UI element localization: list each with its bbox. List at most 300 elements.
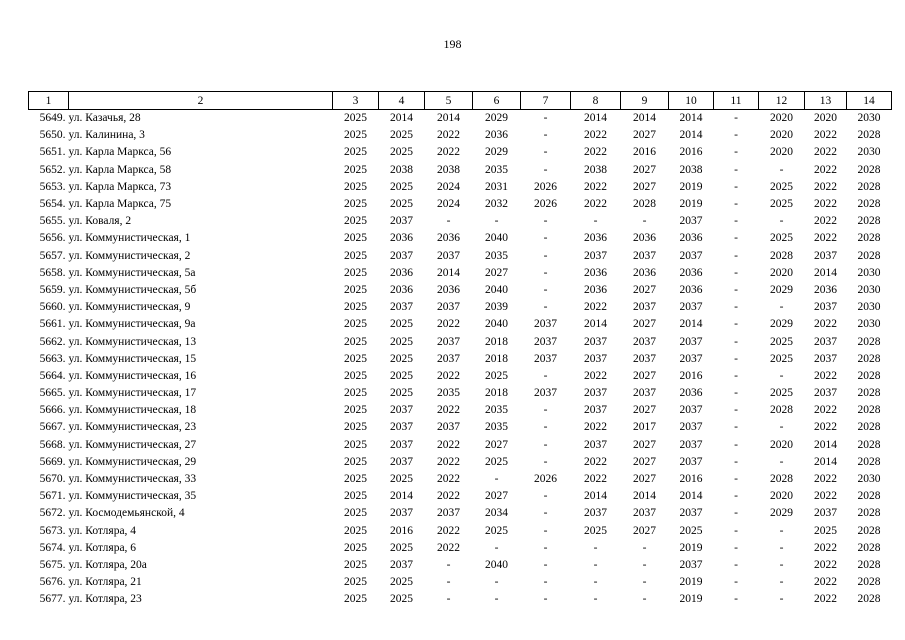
row-number-cell: 5653. (39, 180, 66, 193)
year-cell: - (779, 593, 784, 606)
year-cell: 2037 (584, 249, 607, 262)
address-cell: ул. Коммунистическая, 33 (68, 473, 197, 486)
year-cell: 2020 (770, 129, 793, 142)
table-row (29, 505, 892, 522)
year-cell: - (734, 404, 738, 417)
year-cell: - (446, 593, 451, 606)
year-cell: 2022 (814, 404, 837, 417)
year-cell: 2019 (679, 593, 703, 606)
year-cell: 2020 (770, 266, 793, 279)
row-number-cell: 5664. (39, 369, 66, 382)
year-cell: - (446, 576, 451, 589)
table-row (29, 144, 892, 161)
year-cell: 2037 (679, 421, 703, 434)
year-cell: 2028 (770, 473, 793, 486)
address-cell: ул. Коммунистическая, 1 (68, 232, 191, 245)
column-header: 4 (379, 92, 425, 110)
column-header: 3 (333, 92, 379, 110)
year-cell: 2025 (344, 524, 367, 537)
year-cell: 2025 (390, 129, 413, 142)
year-cell: 2025 (344, 249, 367, 262)
table-row (29, 248, 892, 265)
year-cell: - (543, 576, 548, 589)
year-cell: 2037 (679, 455, 703, 468)
year-cell: - (734, 438, 738, 451)
year-cell: - (642, 576, 647, 589)
year-cell: 2037 (390, 249, 413, 262)
year-cell: - (543, 593, 548, 606)
address-cell: ул. Коммунистическая, 27 (68, 438, 197, 451)
year-cell: 2025 (390, 335, 413, 348)
year-cell: 2034 (485, 507, 508, 520)
year-cell: 2022 (437, 524, 460, 537)
address-cell: ул. Коммунистическая, 5а (68, 266, 196, 279)
year-cell: - (543, 558, 548, 571)
year-cell: 2024 (437, 198, 460, 211)
year-cell: - (593, 215, 598, 228)
year-cell: 2040 (485, 318, 508, 331)
year-cell: 2028 (857, 558, 881, 571)
year-cell: 2022 (584, 301, 607, 314)
year-cell: - (779, 576, 784, 589)
year-cell: 2037 (390, 438, 413, 451)
year-cell: 2028 (857, 198, 881, 211)
year-cell: 2040 (485, 558, 508, 571)
year-cell: 2022 (814, 163, 837, 176)
year-cell: 2016 (390, 524, 413, 537)
year-cell: 2025 (814, 524, 837, 537)
year-cell: 2028 (770, 404, 793, 417)
table-body (29, 110, 892, 609)
year-cell: 2025 (770, 387, 793, 400)
year-cell: 2037 (814, 387, 837, 400)
year-cell: 2037 (814, 249, 837, 262)
year-cell: - (734, 455, 738, 468)
year-cell: - (494, 576, 499, 589)
year-cell: 2036 (390, 266, 413, 279)
year-cell: 2025 (344, 112, 367, 125)
table-row (29, 351, 892, 368)
year-cell: - (734, 541, 738, 554)
address-cell: ул. Коммунистическая, 15 (68, 352, 197, 365)
address-cell: ул. Карла Маркса, 58 (68, 163, 172, 176)
year-cell: 2028 (857, 352, 881, 365)
year-cell: 2014 (437, 112, 460, 125)
year-cell: - (734, 266, 738, 279)
year-cell: - (734, 576, 738, 589)
year-cell: - (779, 541, 784, 554)
year-cell: 2025 (679, 524, 703, 537)
year-cell: 2022 (814, 318, 837, 331)
year-cell: 2022 (437, 369, 460, 382)
year-cell: 2022 (814, 129, 837, 142)
year-cell: 2019 (679, 180, 703, 193)
year-cell: 2025 (344, 198, 367, 211)
year-cell: 2036 (584, 266, 607, 279)
year-cell: 2025 (770, 352, 793, 365)
year-cell: 2025 (344, 369, 367, 382)
year-cell: 2022 (437, 490, 460, 503)
address-cell: ул. Коммунистическая, 35 (68, 490, 197, 503)
year-cell: 2026 (534, 198, 557, 211)
table-row (29, 471, 892, 488)
address-cell: ул. Коммунистическая, 13 (68, 335, 197, 348)
table-row (29, 402, 892, 419)
year-cell: 2020 (770, 112, 793, 125)
year-cell: 2022 (584, 421, 607, 434)
row-number-cell: 5674. (39, 541, 66, 554)
year-cell: 2028 (857, 576, 881, 589)
year-cell: 2025 (344, 490, 367, 503)
year-cell: 2014 (814, 438, 837, 451)
year-cell: - (543, 438, 548, 451)
address-cell: ул. Карла Маркса, 73 (68, 180, 172, 193)
year-cell: 2037 (814, 352, 837, 365)
year-cell: 2020 (770, 146, 793, 159)
address-cell: ул. Казачья, 28 (68, 112, 141, 125)
column-header: 6 (473, 92, 521, 110)
year-cell: 2026 (534, 473, 557, 486)
year-cell: - (543, 541, 548, 554)
year-cell: - (734, 180, 738, 193)
year-cell: - (446, 558, 451, 571)
year-cell: 2032 (485, 198, 508, 211)
table-row (29, 282, 892, 299)
year-cell: 2036 (584, 283, 607, 296)
year-cell: 2030 (857, 266, 881, 279)
year-cell: 2037 (584, 438, 607, 451)
year-cell: 2022 (437, 129, 460, 142)
year-cell: 2025 (344, 146, 367, 159)
address-cell: ул. Котляра, 23 (68, 593, 142, 606)
table-row (29, 437, 892, 454)
year-cell: 2022 (437, 404, 460, 417)
year-cell: 2037 (633, 335, 656, 348)
year-cell: 2022 (437, 455, 460, 468)
year-cell: 2027 (633, 404, 656, 417)
year-cell: - (543, 112, 548, 125)
year-cell: 2027 (485, 490, 508, 503)
table-row (29, 523, 892, 540)
header-row (29, 92, 892, 110)
year-cell: - (734, 301, 738, 314)
year-cell: 2028 (857, 215, 881, 228)
year-cell: 2028 (633, 198, 656, 211)
year-cell: 2025 (344, 215, 367, 228)
year-cell: 2022 (584, 129, 607, 142)
year-cell: 2016 (633, 146, 656, 159)
year-cell: 2014 (679, 318, 703, 331)
table-row (29, 110, 892, 128)
year-cell: 2016 (679, 146, 703, 159)
year-cell: 2016 (679, 369, 703, 382)
address-cell: ул. Коммунистическая, 18 (68, 404, 197, 417)
year-cell: 2027 (633, 283, 656, 296)
year-cell: 2037 (534, 352, 557, 365)
year-cell: 2036 (437, 283, 460, 296)
year-cell: 2028 (857, 507, 881, 520)
column-header: 10 (669, 92, 714, 110)
row-number-cell: 5660. (39, 301, 66, 314)
year-cell: - (734, 249, 738, 262)
row-number-cell: 5662. (39, 335, 66, 348)
year-cell: 2037 (534, 318, 557, 331)
year-cell: - (779, 558, 784, 571)
year-cell: 2025 (344, 473, 367, 486)
year-cell: 2022 (584, 198, 607, 211)
year-cell: 2037 (390, 455, 413, 468)
year-cell: 2037 (814, 301, 837, 314)
year-cell: 2036 (390, 283, 413, 296)
year-cell: 2036 (485, 129, 508, 142)
year-cell: 2035 (485, 163, 508, 176)
year-cell: - (734, 198, 738, 211)
year-cell: 2036 (679, 232, 703, 245)
year-cell: - (779, 455, 784, 468)
year-cell: 2025 (390, 180, 413, 193)
row-number-cell: 5670. (39, 473, 66, 486)
year-cell: 2037 (814, 335, 837, 348)
year-cell: 2018 (485, 387, 508, 400)
year-cell: - (543, 215, 548, 228)
table-row (29, 127, 892, 144)
year-cell: 2037 (584, 352, 607, 365)
year-cell: 2030 (857, 473, 881, 486)
year-cell: 2037 (679, 301, 703, 314)
year-cell: 2037 (679, 215, 703, 228)
year-cell: - (779, 301, 784, 314)
year-cell: - (543, 249, 548, 262)
year-cell: 2030 (857, 283, 881, 296)
year-cell: 2019 (679, 576, 703, 589)
table-row (29, 454, 892, 471)
address-cell: ул. Котляра, 4 (68, 524, 137, 537)
year-cell: - (593, 558, 598, 571)
year-cell: 2029 (485, 146, 508, 159)
year-cell: 2028 (857, 404, 881, 417)
year-cell: 2025 (344, 387, 367, 400)
year-cell: - (593, 576, 598, 589)
year-cell: - (543, 283, 548, 296)
row-number-cell: 5663. (39, 352, 66, 365)
year-cell: - (494, 215, 499, 228)
year-cell: 2014 (390, 490, 413, 503)
year-cell: - (734, 352, 738, 365)
year-cell: 2036 (679, 283, 703, 296)
year-cell: 2037 (679, 507, 703, 520)
year-cell: 2025 (390, 146, 413, 159)
year-cell: 2025 (344, 352, 367, 365)
table-row (29, 368, 892, 385)
year-cell: 2025 (770, 335, 793, 348)
year-cell: 2037 (390, 507, 413, 520)
year-cell: 2028 (770, 249, 793, 262)
year-cell: 2037 (584, 335, 607, 348)
year-cell: 2037 (390, 301, 413, 314)
year-cell: - (543, 455, 548, 468)
year-cell: 2014 (814, 455, 837, 468)
year-cell: 2037 (679, 335, 703, 348)
year-cell: 2028 (857, 249, 881, 262)
row-number-cell: 5651. (39, 146, 66, 159)
year-cell: 2028 (857, 369, 881, 382)
year-cell: 2030 (857, 112, 881, 125)
year-cell: 2037 (633, 507, 656, 520)
year-cell: 2038 (390, 163, 413, 176)
year-cell: 2014 (584, 318, 607, 331)
year-cell: 2022 (814, 490, 837, 503)
year-cell: 2028 (857, 163, 881, 176)
row-number-cell: 5667. (39, 421, 66, 434)
year-cell: - (494, 593, 499, 606)
year-cell: - (642, 541, 647, 554)
year-cell: 2036 (584, 232, 607, 245)
year-cell: 2035 (485, 249, 508, 262)
year-cell: 2037 (584, 507, 607, 520)
row-number-cell: 5666. (39, 404, 66, 417)
year-cell: 2014 (679, 129, 703, 142)
row-number-cell: 5675. (39, 558, 66, 571)
year-cell: 2020 (770, 438, 793, 451)
row-number-cell: 5654. (39, 198, 66, 211)
year-cell: 2028 (857, 387, 881, 400)
year-cell: 2028 (857, 232, 881, 245)
year-cell: 2027 (633, 438, 656, 451)
year-cell: 2037 (390, 558, 413, 571)
year-cell: 2030 (857, 301, 881, 314)
year-cell: 2014 (633, 490, 656, 503)
year-cell: 2025 (344, 438, 367, 451)
year-cell: 2030 (857, 146, 881, 159)
year-cell: - (446, 215, 451, 228)
year-cell: - (734, 473, 738, 486)
year-cell: - (543, 490, 548, 503)
year-cell: 2022 (814, 558, 837, 571)
year-cell: - (734, 421, 738, 434)
row-number-cell: 5658. (39, 266, 66, 279)
year-cell: 2029 (770, 507, 793, 520)
year-cell: 2025 (485, 369, 508, 382)
year-cell: 2035 (437, 387, 460, 400)
row-number-cell: 5649. (39, 112, 66, 125)
year-cell: 2028 (857, 438, 881, 451)
year-cell: 2027 (633, 524, 656, 537)
year-cell: 2025 (485, 524, 508, 537)
year-cell: 2027 (633, 318, 656, 331)
year-cell: 2022 (437, 541, 460, 554)
row-number-cell: 5650. (39, 129, 66, 142)
table-row (29, 196, 892, 213)
year-cell: 2029 (485, 112, 508, 125)
row-number-cell: 5655. (39, 215, 66, 228)
year-cell: - (734, 112, 738, 125)
year-cell: 2037 (390, 421, 413, 434)
year-cell: 2025 (344, 301, 367, 314)
address-cell: ул. Коммунистическая, 9а (68, 318, 196, 331)
data-table (28, 91, 892, 608)
year-cell: - (779, 524, 784, 537)
year-cell: 2025 (344, 266, 367, 279)
year-cell: 2026 (534, 180, 557, 193)
year-cell: - (734, 318, 738, 331)
address-cell: ул. Коммунистическая, 29 (68, 455, 197, 468)
year-cell: 2039 (485, 301, 508, 314)
year-cell: 2040 (485, 283, 508, 296)
year-cell: 2037 (633, 352, 656, 365)
year-cell: 2028 (857, 421, 881, 434)
year-cell: 2014 (633, 112, 656, 125)
year-cell: 2036 (814, 283, 837, 296)
year-cell: 2022 (584, 146, 607, 159)
year-cell: 2019 (679, 541, 703, 554)
year-cell: 2025 (344, 232, 367, 245)
year-cell: 2020 (770, 490, 793, 503)
year-cell: - (543, 421, 548, 434)
year-cell: 2024 (437, 180, 460, 193)
year-cell: 2035 (485, 404, 508, 417)
year-cell: 2025 (344, 541, 367, 554)
year-cell: 2022 (437, 146, 460, 159)
year-cell: - (734, 146, 738, 159)
year-cell: 2037 (437, 249, 460, 262)
year-cell: - (543, 524, 548, 537)
year-cell: 2027 (633, 455, 656, 468)
year-cell: 2022 (437, 318, 460, 331)
year-cell: 2035 (485, 421, 508, 434)
table-row (29, 316, 892, 333)
row-number-cell: 5665. (39, 387, 66, 400)
year-cell: 2038 (584, 163, 607, 176)
year-cell: 2037 (534, 387, 557, 400)
year-cell: - (734, 129, 738, 142)
year-cell: 2037 (390, 404, 413, 417)
year-cell: 2022 (584, 473, 607, 486)
year-cell: 2025 (770, 198, 793, 211)
address-cell: ул. Котляра, 21 (68, 576, 142, 589)
year-cell: - (779, 215, 784, 228)
year-cell: - (779, 369, 784, 382)
row-number-cell: 5659. (39, 283, 66, 296)
address-cell: ул. Коммунистическая, 9 (68, 301, 191, 314)
column-header: 7 (521, 92, 571, 110)
year-cell: - (543, 301, 548, 314)
year-cell: 2028 (857, 524, 881, 537)
table-row (29, 419, 892, 436)
table-row (29, 162, 892, 179)
year-cell: 2028 (857, 335, 881, 348)
year-cell: 2022 (814, 232, 837, 245)
year-cell: 2025 (344, 335, 367, 348)
year-cell: 2037 (679, 438, 703, 451)
year-cell: 2022 (814, 369, 837, 382)
year-cell: 2014 (584, 490, 607, 503)
year-cell: - (734, 387, 738, 400)
year-cell: 2037 (437, 352, 460, 365)
year-cell: - (779, 421, 784, 434)
table-row (29, 574, 892, 591)
table-row (29, 540, 892, 557)
table-row (29, 179, 892, 196)
table-row (29, 213, 892, 230)
year-cell: 2028 (857, 490, 881, 503)
page-number: 198 (443, 37, 462, 51)
address-cell: ул. Котляра, 6 (68, 541, 137, 554)
year-cell: - (543, 129, 548, 142)
year-cell: 2025 (770, 180, 793, 193)
year-cell: 2022 (814, 541, 837, 554)
year-cell: 2028 (857, 129, 881, 142)
year-cell: 2038 (437, 163, 460, 176)
